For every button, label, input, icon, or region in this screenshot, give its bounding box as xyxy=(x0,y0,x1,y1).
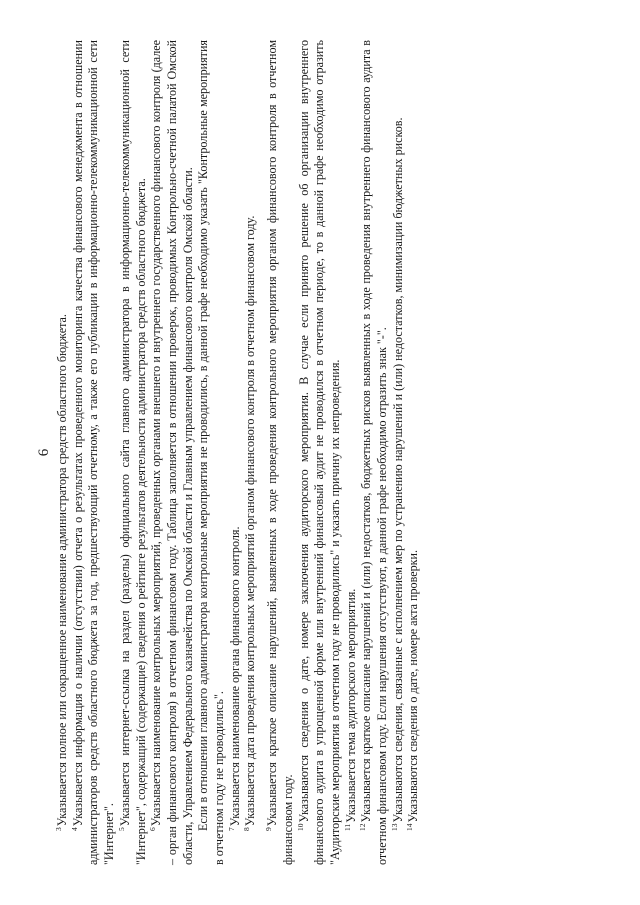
footnote-text: Указывается краткое описание нарушений и (или) недостатков, бюджетных рисков выявленных в ходе проведения внутреннего финансового аудита в отчетном финансовом году. Если нарушения отсутствуют, в данной графе необходимо отразить знак "-". xyxy=(359,40,390,865)
footnote-text: Указывается дата проведения контрольных мероприятий органом финансового контроля в отчетном финансовом году. xyxy=(243,215,258,827)
footnote-text: Указывается тема аудиторского мероприятия. xyxy=(343,588,358,823)
footnote-mark: 9 xyxy=(264,827,274,831)
footnote-text: Указываются сведения о дате, номере заключения аудиторского мероприятия. В случае если принято решение об организации внутреннего финансового аудита в упрощенной форме или внутренний финансовый аудит не проводился в отчетном периоде, то в данной графе необходимо отразить "Аудиторские мероприятия в отчетном году не проводились" и указать причину их непроведения. xyxy=(296,40,342,865)
footnote-10 xyxy=(297,40,344,865)
footnote-mark: 3 xyxy=(53,827,63,831)
footnote-6 xyxy=(149,40,196,865)
footnote-3 xyxy=(55,40,71,865)
footnote-4 xyxy=(71,40,118,865)
footnote-9 xyxy=(265,40,296,865)
footnote-7 xyxy=(228,40,244,865)
footnote-mark: 12 xyxy=(358,823,368,831)
footnote-mark: 7 xyxy=(226,827,236,831)
footnote-text: Указывается информация о наличии (отсутствии) отчета о результатах проведенного мониторинга качества финансового менеджмента в отношении администраторов средств областного бюджета за год, предшествующий отчетному, а также его публикации в информационно-телекоммуникационной сети "Интернет". xyxy=(70,40,117,865)
footnote-mark: 11 xyxy=(342,823,352,831)
footnote-5 xyxy=(118,40,149,865)
footnote-mark: 10 xyxy=(295,823,305,831)
footnote-text: Указываются сведения о дате, номере акта проверки. xyxy=(406,549,421,823)
footnote-13 xyxy=(391,40,407,865)
footnote-mark: 6 xyxy=(148,827,158,831)
footnote-text: Указывается наименование контрольных мероприятий, проведенных органами внешнего и внутреннего государственного финансового контроля (далее – орган финансового контроля) в отчетном финансовом году. Таблица заполняется в отношении проверок, проводимых Контрольно-счетной палатой Омской области, Управлением Федерального казначейства по Омской области и Главным управлением финансового контроля Омской области. xyxy=(149,40,195,865)
footnote-8 xyxy=(243,40,259,865)
footnote-mark: 5 xyxy=(116,827,126,831)
footnote-text: Указывается краткое описание нарушений, выявленных в ходе проведения контрольного мероприятия органом финансового контроля в отчетном финансовом году. xyxy=(265,40,295,865)
footnote-mark: 8 xyxy=(242,827,252,831)
rotated-text-block xyxy=(35,40,600,865)
footnote-14 xyxy=(406,40,422,865)
footnote-12 xyxy=(359,40,390,865)
footnote-text: Указываются сведения, связанные с исполнением мер по устранению нарушений и (или) недостатков, минимизации бюджетных рисков. xyxy=(390,117,405,823)
paragraph-no-control-events: Если в отношении главного администратора контрольные мероприятия не проводились, в данной графе необходимо указать "Контрольные мероприятия в отчетном году не проводились". xyxy=(196,40,227,865)
footnote-11 xyxy=(344,40,360,865)
footnote-text: Указывается интернет-ссылка на раздел (разделы) официального сайта главного администратора в информационно-телекоммуникационной сети "Интернет", содержащий (содержащие) сведения о рейтинге результатов деятельности администратора средств областного бюджета. xyxy=(117,40,148,865)
footnote-mark: 13 xyxy=(389,823,399,831)
footnote-text: Указывается полное или сокращенное наименование администратора средств областного бюджета. xyxy=(55,314,69,827)
page-number: 6 xyxy=(36,448,52,457)
footnote-text: Указывается наименование органа финансового контроля. xyxy=(227,526,242,827)
footnote-mark: 4 xyxy=(69,827,79,831)
footnote-mark: 14 xyxy=(405,823,415,831)
